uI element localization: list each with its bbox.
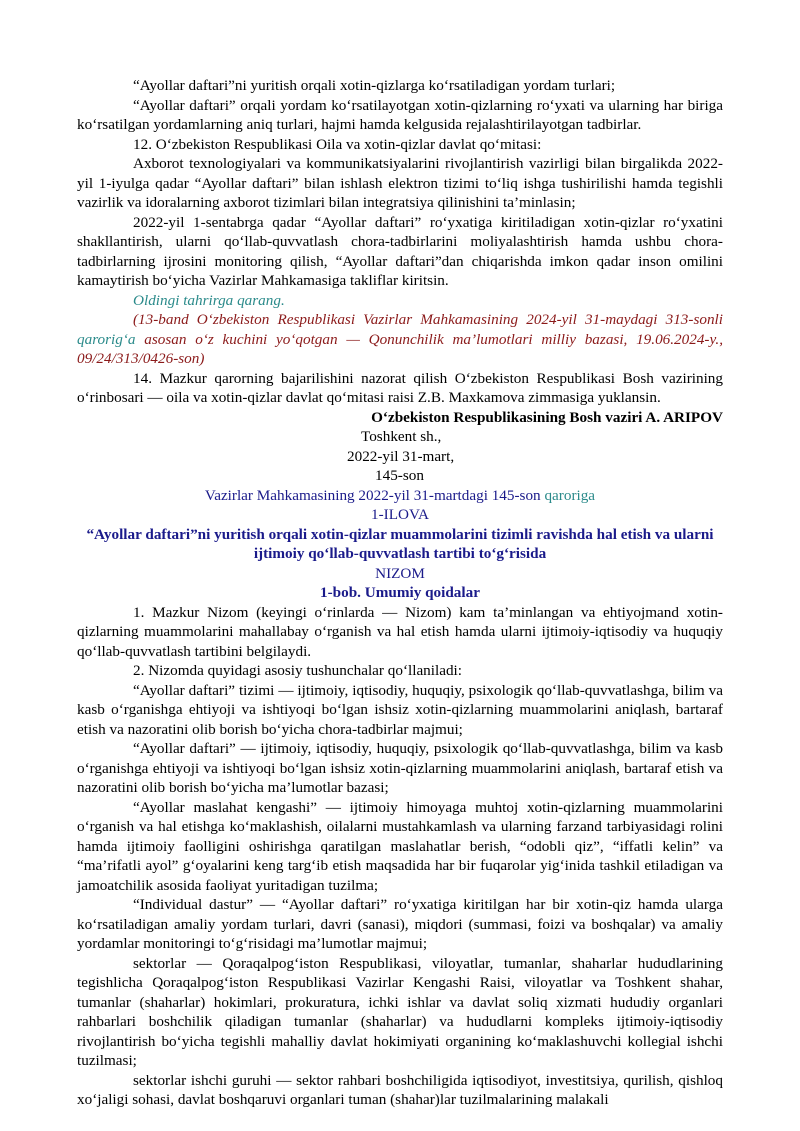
annex-resolution-link[interactable]: qaroriga [544, 486, 596, 504]
resolution-link[interactable]: qarorig‘a [77, 330, 136, 348]
document-title: “Ayollar daftari”ni yuritish orqali xotin-qizlar muammolarini tizimli ravishda hal etish va ularni ijtimoiy qo‘llab-quvvatlash tartibi to‘g‘risida [86, 525, 714, 562]
paragraph: Axborot texnologiyalari va kommunikatsiyalarini rivojlantirish vazirligi bilan birgalikda 2022-yil 1-iyulga qadar “Ayollar daftari” bilan ishlash elektron tizimi to‘liq ishga tushirilishi hamda tegishli vazirlik va idoralarning axborot tizimlari bilan integratsiya qilinishini ta’minlasin; [77, 155, 723, 211]
paragraph: “Ayollar daftari” tizimi — ijtimoiy, iqtisodiy, huquqiy, psixologik qo‘llab-quvvatlashga, bilim va kasb o‘rganishga ehtiyoji va ishtiyoqi bo‘lgan ishsiz xotin-qizlarning muammolarini aniqlash, bartaraf etish va nazoratini olib borish bo‘yicha chora-tadbirlar majmui; [77, 681, 723, 738]
paragraph: 12. O‘zbekiston Respublikasi Oila va xotin-qizlar davlat qo‘mitasi: [133, 135, 542, 153]
amendment-note [77, 310, 723, 369]
paragraph: “Ayollar daftari” orqali yordam ko‘rsatilayotgan xotin-qizlarning ro‘yxati va ularning har biriga ko‘rsatilgan yordamlarning aniq turlari, hajmi hamda kelgusida rejalashtirilayotgan tadbirlar. [77, 96, 723, 133]
paragraph: sektorlar — Qoraqalpog‘iston Respublikasi, viloyatlar, tumanlar, shaharlar hududlarining tegishlicha Qoraqalpog‘iston Respublikasi Vazirlar Kengashi Raisi, viloyatlar va Toshkent shahar, tumanlar (shaharlar) hokimlari, prokuratura, ichki ishlar va davlat soliq xizmati hududiy organlari rahbarlari boshchilik qiladigan tumanlar (shaharlar) va hududlarni kompleks ijtimoiy-iqtisodiy rivojlantirish bo‘yicha tegishli mahalliy davlat hokimiyati organining ko‘maklashuvchi kollegial ishchi tuzilmasi; [77, 954, 723, 1069]
annex-reference-text: Vazirlar Mahkamasining 2022-yil 31-martdagi 145-son [204, 486, 545, 504]
signature: O‘zbekiston Respublikasining Bosh vaziri A. ARIPOV [371, 408, 723, 426]
amendment-note-text: (13-band O‘zbekiston Respublikasi Vazirlar Mahkamasining 2024-yil 31-maydagi 313-sonli [133, 311, 723, 328]
nizom-heading: NIZOM [375, 564, 425, 582]
paragraph: 14. Mazkur qarorning bajarilishini nazorat qilish O‘zbekiston Respublikasi Bosh vazirining o‘rinbosari — oila va xotin-qizlar davlat qo‘mitasi raisi Z.B. Maxkamova zimmasiga yuklansin. [77, 369, 723, 406]
paragraph: 2. Nizomda quyidagi asosiy tushunchalar qo‘llaniladi: [133, 662, 462, 679]
document-number: 145-son [375, 467, 424, 484]
amendment-note-text: asosan o‘z kuchini yo‘qotgan — Qonunchilik ma’lumotlari milliy bazasi, 19.06.2024-y., 09/24/313/0426-son) [77, 330, 723, 367]
signing-date: 2022-yil 31-mart, [347, 447, 455, 465]
signing-place: Toshkent sh., [361, 428, 442, 445]
annex-reference [77, 486, 723, 506]
paragraph: “Ayollar daftari”ni yuritish orqali xotin-qizlarga ko‘rsatiladigan yordam turlari; [133, 77, 616, 94]
paragraph: sektorlar ishchi guruhi — sektor rahbari boshchiligida iqtisodiyot, investitsiya, qurilish, qishloq xo‘jaligi sohasi, davlat boshqaruvi organlari tuman (shahar)lar tuzilmalarining malakali [77, 1071, 723, 1108]
paragraph: 1. Mazkur Nizom (keyingi o‘rinlarda — Nizom) kam ta’minlangan va ehtiyojmand xotin-qizlarning muammolarini mahallabay o‘rganish va hal etish hamda ularni ijtimoiy-iqtisodiy va huquqiy qo‘llab-quvvatlash tartibini belgilaydi. [77, 603, 723, 660]
annex-label: 1-ILOVA [371, 506, 429, 523]
paragraph: “Individual dastur” — “Ayollar daftari” ro‘yxatiga kiritilgan har bir xotin-qiz hamda ularga ko‘rsatiladigan amaliy yordam turlari, davri (sanasi), miqdori (summasi, foizi va boshqalar) va amaliy yordamlar monitoringi to‘g‘risidagi ma’lumotlar majmui; [77, 896, 723, 952]
chapter-heading: 1-bob. Umumiy qoidalar [320, 584, 480, 601]
paragraph: “Ayollar daftari” — ijtimoiy, iqtisodiy, huquqiy, psixologik qo‘llab-quvvatlashga, bilim va kasb o‘rganishga ehtiyoji va ishtiyoqi bo‘lgan ishsiz xotin-qizlarning muammolarini aniqlash, bartaraf etish va nazoratini olib borish bo‘yicha ma’lumotlar bazasi; [77, 740, 723, 796]
paragraph: 2022-yil 1-sentabrga qadar “Ayollar daftari” ro‘yxatiga kiritiladigan xotin-qizlar ro‘yxatini shakllantirish, ularni qo‘llab-quvvatlash chora-tadbirlarini moliyalashtirish hamda ushbu chora-tadbirlarning ijrosini monitoring qilish, “Ayollar daftari”dan chiqarishda imkon qadar inson omilini kamaytirish bo‘yicha Vazirlar Mahkamasiga takliflar kiritsin. [77, 213, 723, 289]
document-body [77, 76, 723, 1110]
paragraph: “Ayollar maslahat kengashi” — ijtimoiy himoyaga muhtoj xotin-qizlarning muammolarini o‘rganish va hal etishga ko‘maklashish, oilalarni mustahkamlash va ularning farzand tarbiyasidagi rolini hamda ijtimoiy faolligini oshirishga qaratilgan maslahatlar berish, “odobli qiz”, “iffatli kelin” va “ma’rifatli ayol” g‘oyalarini keng targ‘ib etish maqsadida har bir fuqarolar yig‘inida tashkil etiladigan va jamoatchilik asosida faoliyat yuritadigan tuzilma; [77, 798, 723, 894]
previous-edition-link[interactable]: Oldingi tahrirga qarang. [133, 291, 285, 309]
